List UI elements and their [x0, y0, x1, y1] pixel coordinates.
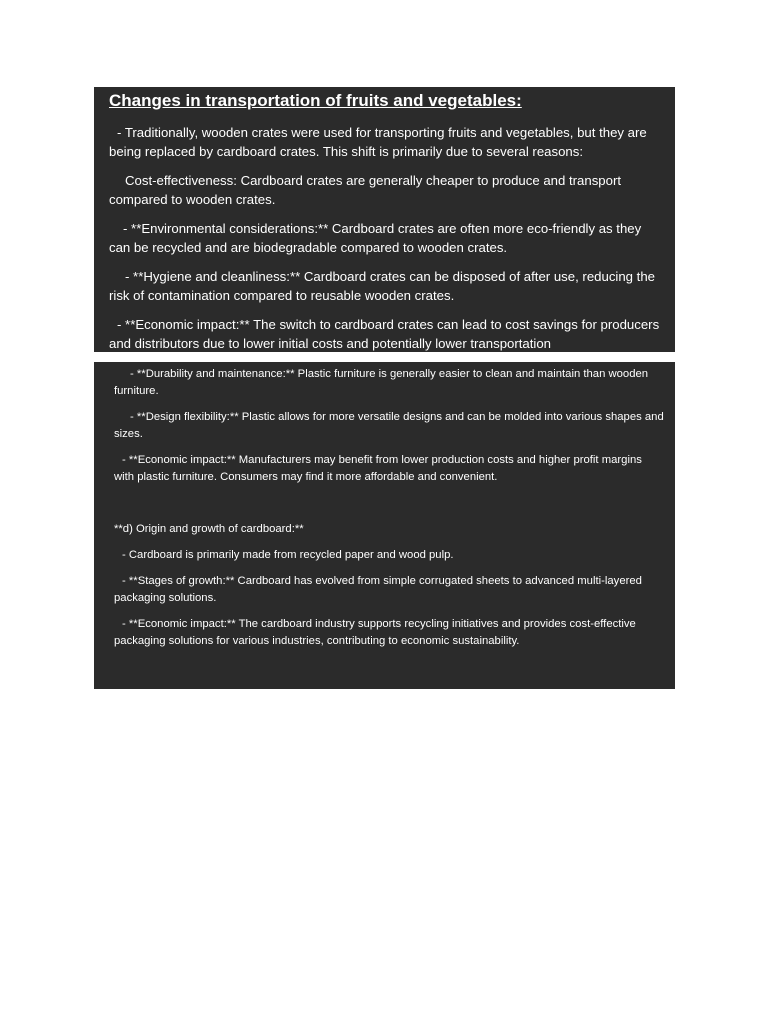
- paragraph-economic-cardboard: - **Economic impact:** The cardboard industry supports recycling initiatives and provides cost-effective packaging solutions for various industries, contributing to economic sustainability.: [114, 618, 636, 647]
- paragraph-economic-transport: - **Economic impact:** The switch to cardboard crates can lead to cost savings for producers and distributors due to lower initial costs and potentially lower transportation: [109, 317, 660, 351]
- paragraph-cardboard-materials: - Cardboard is primarily made from recycled paper and wood pulp.: [122, 549, 454, 561]
- paragraph-cost-effectiveness: Cost-effectiveness: Cardboard crates are generally cheaper to produce and transport compared to wooden crates.: [109, 173, 622, 207]
- paragraph-design-flexibility: - **Design flexibility:** Plastic allows for more versatile designs and can be molded into various shapes and sizes.: [114, 411, 664, 440]
- transportation-panel: [94, 87, 675, 352]
- spacer: [114, 495, 665, 521]
- section-title: Changes in transportation of fruits and vegetables:: [109, 91, 522, 110]
- paragraph-stages-of-growth: - **Stages of growth:** Cardboard has evolved from simple corrugated sheets to advanced multi-layered packaging solutions.: [114, 575, 642, 604]
- materials-panel: [94, 362, 675, 689]
- paragraph-traditional-crates: - Traditionally, wooden crates were used for transporting fruits and vegetables, but they are being replaced by cardboard crates. This shift is primarily due to several reasons:: [109, 125, 647, 159]
- paragraph-durability: - **Durability and maintenance:** Plastic furniture is generally easier to clean and maintain than wooden furniture.: [114, 368, 649, 397]
- paragraph-environmental: - **Environmental considerations:** Cardboard crates are often more eco-friendly as they can be recycled and are biodegradable compared to wooden crates.: [109, 221, 642, 255]
- paragraph-hygiene: - **Hygiene and cleanliness:** Cardboard crates can be disposed of after use, reducing the risk of contamination compared to reusable wooden crates.: [109, 269, 656, 303]
- heading-cardboard-origin: **d) Origin and growth of cardboard:**: [114, 523, 304, 535]
- paragraph-economic-plastic: - **Economic impact:** Manufacturers may benefit from lower production costs and higher profit margins with plastic furniture. Consumers may find it more affordable and convenient.: [114, 454, 642, 483]
